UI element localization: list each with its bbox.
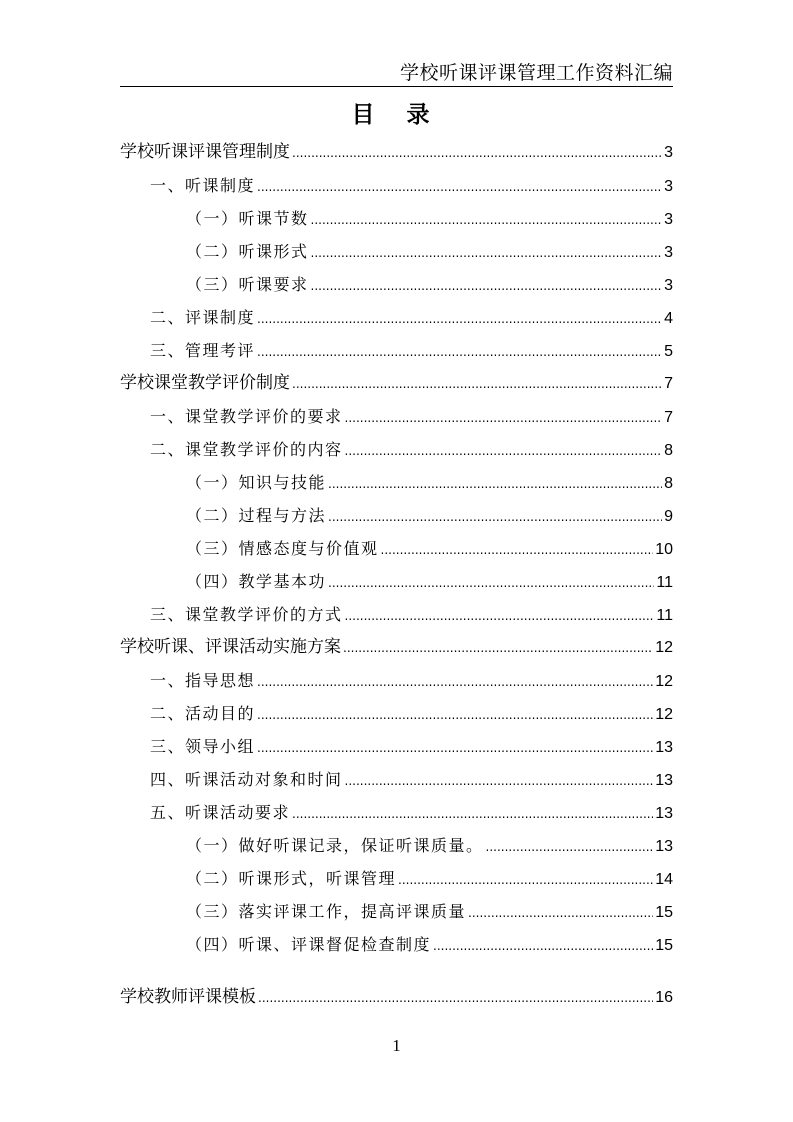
toc-entry-page: 8 [664,442,673,459]
toc-entry-page: 13 [655,739,673,756]
toc-entry[interactable] [120,796,673,829]
toc-entry-label: 一、课堂教学评价的要求 [150,407,343,426]
toc-leader [257,732,653,765]
toc-entry[interactable] [120,136,673,169]
toc-leader [345,600,655,633]
toc-leader [257,699,653,732]
toc-entry-page: 14 [655,871,673,888]
toc-entry-page: 7 [664,409,673,426]
toc-entry-page: 12 [655,673,673,690]
toc-leader [311,237,663,270]
toc-entry[interactable] [120,235,673,268]
toc-leader [311,204,663,237]
toc-entry-label: 三、课堂教学评价的方式 [150,605,343,624]
toc-entry-label: （三）情感态度与价值观 [186,539,379,558]
toc-entry[interactable] [120,499,673,532]
toc-entry-page: 4 [664,310,673,327]
toc-leader [258,982,653,1015]
toc-entry-page: 15 [655,904,673,921]
toc-leader [468,897,653,930]
toc-entry[interactable] [120,763,673,796]
toc-entry-page: 5 [664,343,673,360]
toc-leader [328,501,662,534]
table-of-contents [120,136,673,1014]
toc-entry-label: （四）听课、评课督促检查制度 [186,935,432,954]
toc-leader [292,798,653,831]
toc-entry[interactable] [120,895,673,928]
page-number: 1 [392,1036,401,1055]
toc-entry[interactable] [120,697,673,730]
toc-entry[interactable] [120,598,673,631]
toc-entry-label: 学校听课、评课活动实施方案 [120,637,341,657]
toc-entry-label: （二）听课形式，听课管理 [186,869,397,888]
toc-entry[interactable] [120,631,673,664]
toc-entry[interactable] [120,466,673,499]
toc-entry[interactable] [120,334,673,367]
toc-entry-page: 3 [664,244,673,261]
toc-entry-label: （四）教学基本功 [186,572,327,591]
toc-entry-label: （一）知识与技能 [186,473,327,492]
toc-leader [398,864,653,897]
toc-leader [343,632,653,665]
toc-entry[interactable] [120,301,673,334]
toc-leader [345,402,663,435]
toc-entry-label: 五、听课活动要求 [150,803,291,822]
toc-entry-label: 二、活动目的 [150,704,256,723]
toc-leader [257,666,653,699]
toc-entry-page: 3 [664,211,673,228]
toc-title: 目 录 [351,101,442,128]
toc-entry-page: 3 [664,277,673,294]
toc-entry[interactable] [120,730,673,763]
toc-entry-label: 学校听课评课管理制度 [120,142,290,162]
toc-entry-label: 一、指导思想 [150,671,256,690]
toc-entry[interactable] [120,664,673,697]
toc-leader [257,171,662,204]
toc-entry-page: 10 [655,541,673,558]
toc-leader [292,368,662,401]
toc-entry-page: 12 [655,706,673,723]
header-rule [120,86,673,87]
toc-entry[interactable] [120,268,673,301]
toc-entry-page: 15 [655,937,673,954]
toc-entry[interactable] [120,202,673,235]
toc-entry-label: （三）听课要求 [186,275,309,294]
toc-entry-label: 二、课堂教学评价的内容 [150,440,343,459]
toc-entry-label: 学校教师评课模板 [120,987,256,1007]
toc-entry-label: （一）听课节数 [186,209,309,228]
toc-leader [381,534,654,567]
toc-leader [292,137,662,170]
toc-entry-page: 7 [664,375,673,392]
toc-entry-page: 9 [664,508,673,525]
toc-entry-label: （三）落实评课工作，提高评课质量 [186,902,467,921]
toc-leader [345,435,663,468]
toc-entry[interactable] [120,981,673,1014]
toc-entry-page: 11 [656,574,673,591]
toc-entry-page: 13 [655,772,673,789]
toc-entry-page: 11 [656,607,673,624]
toc-entry-label: 四、听课活动对象和时间 [150,770,343,789]
toc-entry[interactable] [120,367,673,400]
toc-entry[interactable] [120,829,673,862]
toc-leader [433,930,653,963]
toc-entry[interactable] [120,169,673,202]
toc-entry-page: 13 [655,805,673,822]
toc-entry[interactable] [120,433,673,466]
toc-entry[interactable] [120,532,673,565]
toc-entry-label: 二、评课制度 [150,308,256,327]
toc-entry-label: 三、管理考评 [150,341,256,360]
toc-entry-page: 3 [664,178,673,195]
toc-entry-label: （二）听课形式 [186,242,309,261]
toc-entry[interactable] [120,862,673,895]
toc-entry-page: 12 [655,639,673,656]
toc-entry-page: 8 [664,475,673,492]
toc-leader [328,567,654,600]
toc-leader [257,303,662,336]
toc-entry-label: （二）过程与方法 [186,506,327,525]
toc-entry[interactable] [120,928,673,961]
toc-entry-page: 13 [655,838,673,855]
toc-leader [328,468,662,501]
toc-entry-label: 三、领导小组 [150,737,256,756]
toc-leader [486,831,654,864]
toc-entry[interactable] [120,565,673,598]
toc-entry-label: 一、听课制度 [150,176,256,195]
toc-entry[interactable] [120,400,673,433]
toc-leader [311,270,663,303]
toc-entry-label: （一）做好听课记录，保证听课质量。 [186,836,484,855]
toc-leader [257,336,662,369]
toc-entry-label: 学校课堂教学评价制度 [120,373,290,393]
toc-entry-page: 3 [664,144,673,161]
toc-leader [345,765,654,798]
toc-entry-page: 16 [655,989,673,1006]
running-header: 学校听课评课管理工作资料汇编 [399,62,673,84]
